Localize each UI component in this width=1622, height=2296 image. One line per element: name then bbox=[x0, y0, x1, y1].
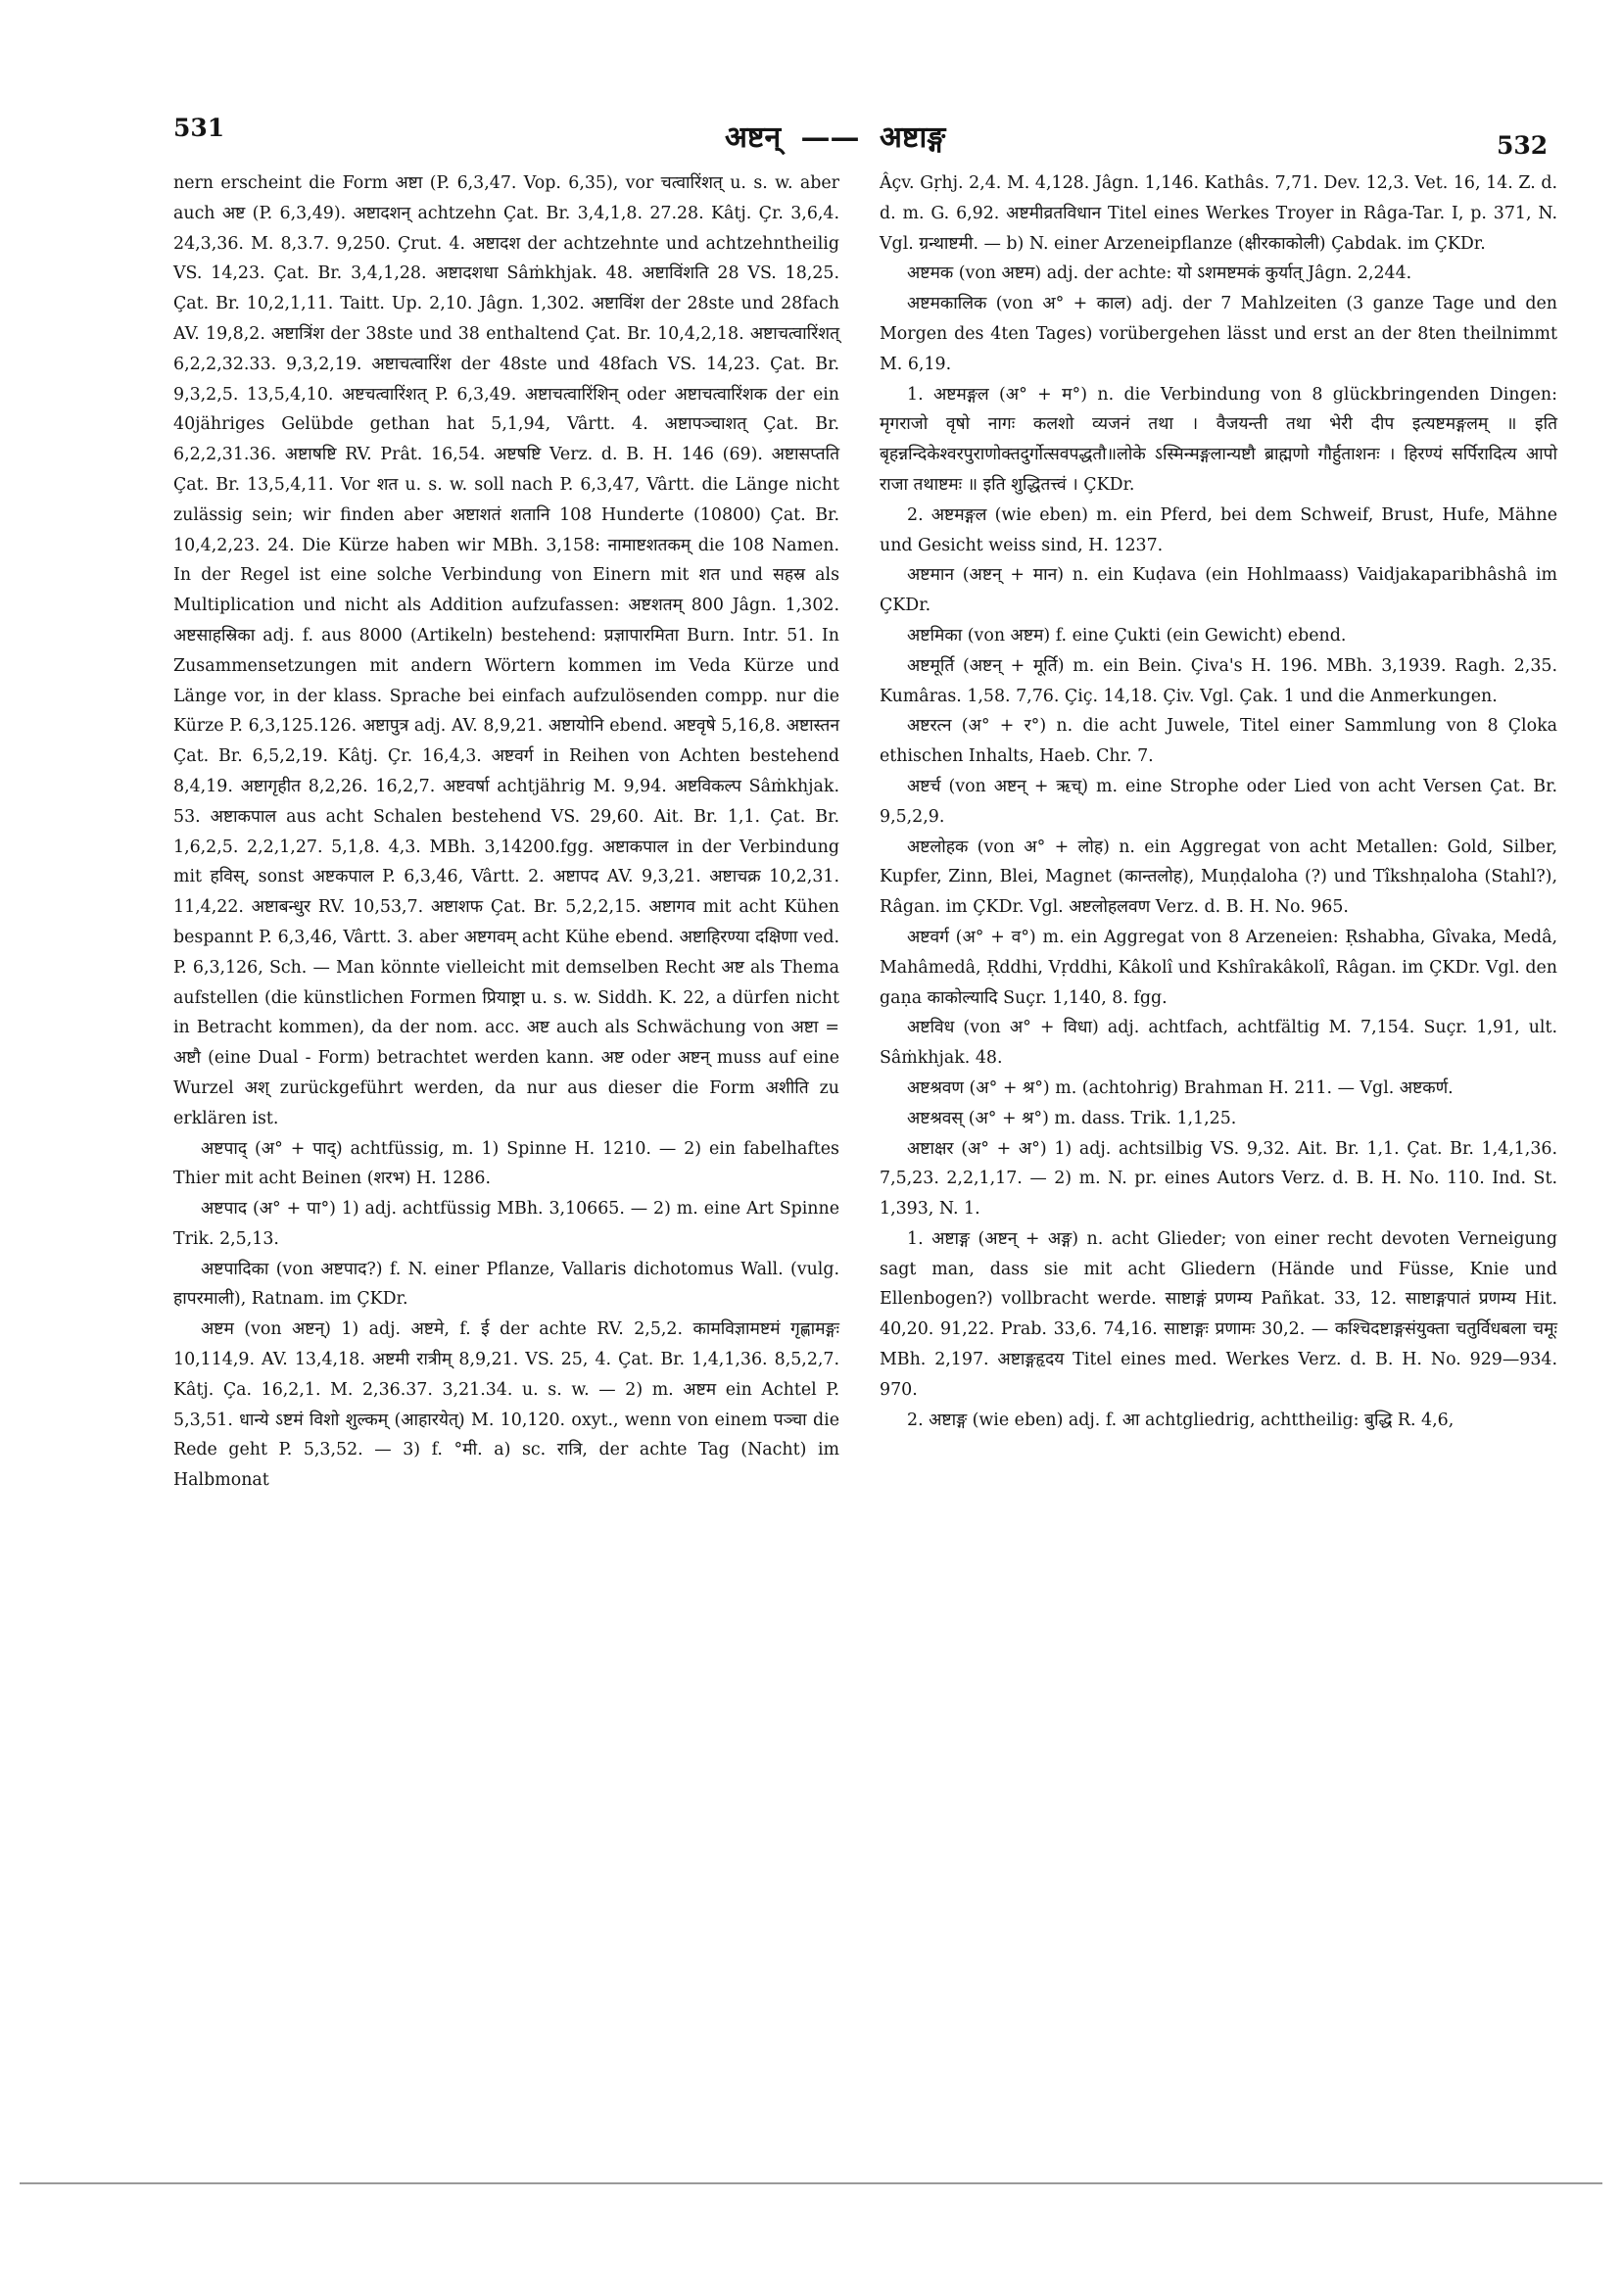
running-head bbox=[725, 116, 945, 156]
dictionary-entry: अष्टमूर्ति (अष्टन् + मूर्ति) m. ein Bein. Çiva's H. 196. MBh. 3,1939. Ragh. 2,35. Kumâras. 1,58. 7,76. Çiç. 14,18. Çiv. Vgl. Çak. 1 und die Anmerkungen. bbox=[880, 655, 1557, 706]
running-head-dash: —— bbox=[800, 120, 860, 155]
dictionary-entry: अष्टम (von अष्टन्) 1) adj. अष्टमे, f. ई der achte RV. 2,5,2. कामविज्ञामष्टमं गृह्णामङ्गः 10,114,9. AV. 13,4,18. अष्टमी रात्रीम् 8,9,21. VS. 25, 4. Çat. Br. 1,4,1,36. 8,5,2,7. Kâtj. Ça. 16,2,1. M. 2,36.37. 3,21.34. u. s. w. — 2) m. अष्टम ein Achtel P. 5,3,51. धान्ये ऽष्टमं विशो शुल्कम् (आहारयेत्) M. 10,120. oxyt., wenn von einem पञ्चा die Rede geht P. 5,3,52. — 3) f. °मी. a) sc. रात्रि, der achte Tag (Nacht) im Halbmonat bbox=[173, 1319, 839, 1491]
dictionary-entry: अष्टश्रवस् (अ° + श्र°) m. dass. Trik. 1,1,25. bbox=[907, 1108, 1237, 1128]
dictionary-entry: 2. अष्टमङ्गल (wie eben) m. ein Pferd, bei dem Schweif, Brust, Hufe, Mähne und Gesicht weiss sind, H. 1237. bbox=[880, 504, 1557, 555]
dictionary-entry: 2. अष्टाङ्ग (wie eben) adj. f. आ achtgliedrig, achttheilig: बुद्धि R. 4,6, bbox=[907, 1410, 1455, 1430]
dictionary-entry: अष्टपाद् (अ° + पाद्) achtfüssig, m. 1) Spinne H. 1210. — 2) ein fabelhaftes Thier mit acht Beinen (शरभ) H. 1286. bbox=[173, 1138, 839, 1189]
dictionary-entry: अष्टाक्षर (अ° + अ°) 1) adj. achtsilbig VS. 9,32. Ait. Br. 1,1. Çat. Br. 1,4,1,36. 7,5,23. 2,2,1,17. — 2) m. N. pr. eines Autors Verz. d. B. H. No. 110. Ind. St. 1,393, N. 1. bbox=[880, 1138, 1557, 1220]
dictionary-entry: अष्टश्रवण (अ° + श्र°) m. (achtohrig) Brahman H. 211. — Vgl. अष्टकर्ण. bbox=[907, 1077, 1454, 1098]
dictionary-entry: अष्टमान (अष्टन् + मान) n. ein Kuḍava (ein Hohlmaass) Vaidjakaparibhâshâ im ÇKDr. bbox=[880, 565, 1557, 616]
dictionary-entry: अष्टपादिका (von अष्टपाद?) f. N. einer Pflanze, Vallaris dichotomus Wall. (vulg. हापरमाली), Ratnam. im ÇKDr. bbox=[173, 1259, 839, 1310]
dictionary-entry: अष्टरत्न (अ° + र°) n. die acht Juwele, Titel einer Sammlung von 8 Çloka ethischen Inhalts, Haeb. Chr. 7. bbox=[880, 716, 1557, 767]
dictionary-entry: अष्टपाद (अ° + पा°) 1) adj. achtfüssig MBh. 3,10665. — 2) m. eine Art Spinne Trik. 2,5,13. bbox=[173, 1199, 839, 1249]
dictionary-entry: अष्टर्च (von अष्टन् + ऋच्) m. eine Strophe oder Lied von acht Versen Çat. Br. 9,5,2,9. bbox=[880, 776, 1557, 827]
running-head-start: अष्टन् bbox=[725, 120, 782, 155]
dictionary-entry: अष्टमक (von अष्टम) adj. der achte: यो ऽशमष्टमकं कुर्यात् Jâgn. 2,244. bbox=[907, 263, 1412, 284]
dictionary-entry: अष्टवर्ग (अ° + व°) m. ein Aggregat von 8 Arzeneien: Ṛshabha, Gîvaka, Medâ, Mahâmedâ, Ṛddhi, Vṛddhi, Kâkolî und Kshîrakâkolî, Râgan. im ÇKDr. Vgl. den gaṇa काकोल्यादि Suçr. 1,140, 8. fgg. bbox=[880, 927, 1557, 1008]
bottom-rule bbox=[20, 2182, 1602, 2184]
running-head-end: अष्टाङ्ग bbox=[880, 120, 946, 155]
dictionary-entry-continuation: nern erscheint die Form अष्टा (P. 6,3,47. Vop. 6,35), vor चत्वारिंशत् u. s. w. aber auch अष्ट (P. 6,3,49). अष्टादशन् achtzehn Çat. Br. 3,4,1,8. 27.28. Kâtj. Çr. 3,6,4. 24,3,36. M. 8,3.7. 9,250. Çrut. 4. अष्टादश der achtzehnte und achtzehntheilig VS. 14,23. Çat. Br. 3,4,1,28. अष्टादशधा Sâṁkhjak. 48. अष्टाविंशति 28 VS. 18,25. Çat. Br. 10,2,1,11. Taitt. Up. 2,10. Jâgn. 1,302. अष्टाविंश der 28ste und 28fach AV. 19,8,2. अष्टात्रिंश der 38ste und 38 enthaltend Çat. Br. 10,4,2,18. अष्टाचत्वारिंशत् 6,2,2,32.33. 9,3,2,19. अष्टाचत्वारिंश der 48ste und 48fach VS. 14,23. Çat. Br. 9,3,2,5. 13,5,4,10. अष्टचत्वारिंशत् P. 6,3,49. अष्टाचत्वारिंशिन् oder अष्टाचत्वारिंशक der ein 40jähriges Gelübde gethan hat 5,1,94, Vârtt. 4. अष्टापञ्चाशत् Çat. Br. 6,2,2,31.36. अष्टाषष्टि RV. Prât. 16,54. अष्टषष्टि Verz. d. B. H. 146 (69). अष्टासप्तति Çat. Br. 13,5,4,11. Vor शत u. s. w. soll nach P. 6,3,47, Vârtt. die Länge nicht zulässig sein; wir finden aber अष्टाशतं शतानि 108 Hunderte (10800) Çat. Br. 10,4,2,23. 24. Die Kürze haben wir MBh. 3,158: नामाष्टशतकम् die 108 Namen. In der Regel ist eine solche Verbindung von Einern mit शत und सहस्र als Multiplication und nicht als Addition aufzufassen: अष्टशतम् 800 Jâgn. 1,302. अष्टसाहस्रिका adj. f. aus 8000 (Artikeln) bestehend: प्रज्ञापारमिता Burn. Intr. 51. In Zusammensetzungen mit andern Wörtern kommen im Veda Kürze und Länge vor, in der klass. Sprache bei einfach aufzulösenden compp. nur die Kürze P. 6,3,125.126. अष्टापुत्र adj. AV. 8,9,21. अष्टायोनि ebend. अष्टवृषे 5,16,8. अष्टास्तन Çat. Br. 6,5,2,19. Kâtj. Çr. 16,4,3. अष्टवर्ग in Reihen von Achten bestehend 8,4,19. अष्टागृहीत 8,2,26. 16,2,7. अष्टवर्षा achtjährig M. 9,94. अष्टविकल्प Sâṁkhjak. 53. अष्टाकपाल aus acht Schalen bestehend VS. 29,60. Ait. Br. 1,1. Çat. Br. 1,6,2,5. 2,2,1,27. 5,1,8. 4,3. MBh. 3,14200.fgg. अष्टाकपाल in der Verbindung mit हविस्, sonst अष्टकपाल P. 6,3,46, Vârtt. 2. अष्टापद AV. 9,3,21. अष्टाचक्र 10,2,31. 11,4,22. अष्टाबन्धुर RV. 10,53,7. अष्टाशफ Çat. Br. 5,2,2,15. अष्टागव mit acht Kühen bespannt P. 6,3,46, Vârtt. 3. aber अष्टगवम् acht Kühe ebend. अष्टाहिरण्या दक्षिणा ved. P. 6,3,126, Sch. — Man könnte vielleicht mit demselben Recht अष्ट als Thema aufstellen (die künstlichen Formen प्रियाष्ट्रा u. s. w. Siddh. K. 22, a dürfen nicht in Betracht kommen), da der nom. acc. अष्ट auch als Schwächung von अष्टा = अष्टौ (eine Dual - Form) betrachtet werden kann. अष्ट oder अष्टन् muss auf eine Wurzel अश् zurückgeführt werden, da nur aus dieser die Form अशीति zu erklären ist. bbox=[173, 173, 839, 1128]
dictionary-entry: 1. अष्टाङ्ग (अष्टन् + अङ्ग) n. acht Glieder; von einer recht devoten Verneigung sagt man, dass sie mit acht Gliedern (Hände und Füsse, Knie und Ellenbogen?) vollbracht werde. साष्टाङ्गं प्रणम्य Pañkat. 33, 12. साष्टाङ्गपातं प्रणम्य Hit. 40,20. 91,22. Prab. 33,6. 74,16. साष्टाङ्गः प्रणामः 30,2. — कश्चिदष्टाङ्गसंयुक्ता चतुर्विधबला चमूः MBh. 2,197. अष्टाङ्गहृदय Titel eines med. Werkes Verz. d. B. H. No. 929—934. 970. bbox=[880, 1228, 1557, 1400]
right-page-number: 532 bbox=[1497, 131, 1549, 160]
page-header bbox=[0, 106, 1622, 165]
dictionary-entry-continuation: Âçv. Gṛhj. 2,4. M. 4,128. Jâgn. 1,146. Kathâs. 7,71. Dev. 12,3. Vet. 16, 14. Z. d. d. m. G. 6,92. अष्टमीव्रतविधान Titel eines Werkes Troyer in Râga-Tar. I, p. 371, N. Vgl. ग्रन्थाष्टमी. — b) N. einer Arzeneipflanze (क्षीरकाकोली) Çabdak. im ÇKDr. bbox=[880, 173, 1557, 254]
left-page-number: 531 bbox=[173, 114, 225, 142]
left-column bbox=[173, 168, 839, 1496]
right-column bbox=[880, 168, 1557, 1435]
dictionary-entry: अष्टविध (von अ° + विधा) adj. achtfach, achtfältig M. 7,154. Suçr. 1,91, ult. Sâṁkhjak. 48. bbox=[880, 1018, 1557, 1069]
dictionary-entry: 1. अष्टमङ्गल (अ° + म°) n. die Verbindung von 8 glückbringenden Dingen: मृगराजो वृषो नागः कलशो व्यजनं तथा । वैजयन्ती तथा भेरी दीप इत्यष्टमङ्गलम् ॥ इति बृहन्नन्दिकेश्वरपुराणोक्तदुर्गोत्सवपद्धतौ॥लोके ऽस्मिन्मङ्गलान्यष्टौ ब्राह्मणो गौर्हुताशनः । हिरण्यं सर्पिरादित्य आपो राजा तथाष्टमः ॥ इति शुद्धितत्त्वं । ÇKDr. bbox=[880, 384, 1557, 495]
dictionary-entry: अष्टलोहक (von अ° + लोह) n. ein Aggregat von acht Metallen: Gold, Silber, Kupfer, Zinn, Blei, Magnet (कान्तलोह), Muṇḍaloha (?) und Tîkshṇaloha (Stahl?), Râgan. im ÇKDr. Vgl. अष्टलोहलवण Verz. d. B. H. No. 965. bbox=[880, 837, 1557, 918]
dictionary-entry: अष्टमिका (von अष्टम) f. eine Çukti (ein Gewicht) ebend. bbox=[907, 625, 1347, 646]
dictionary-entry: अष्टमकालिक (von अ° + काल) adj. der 7 Mahlzeiten (3 ganze Tage und den Morgen des 4ten Tages) vorübergehen lässt und erst an der 8ten theilnimmt M. 6,19. bbox=[880, 294, 1557, 374]
